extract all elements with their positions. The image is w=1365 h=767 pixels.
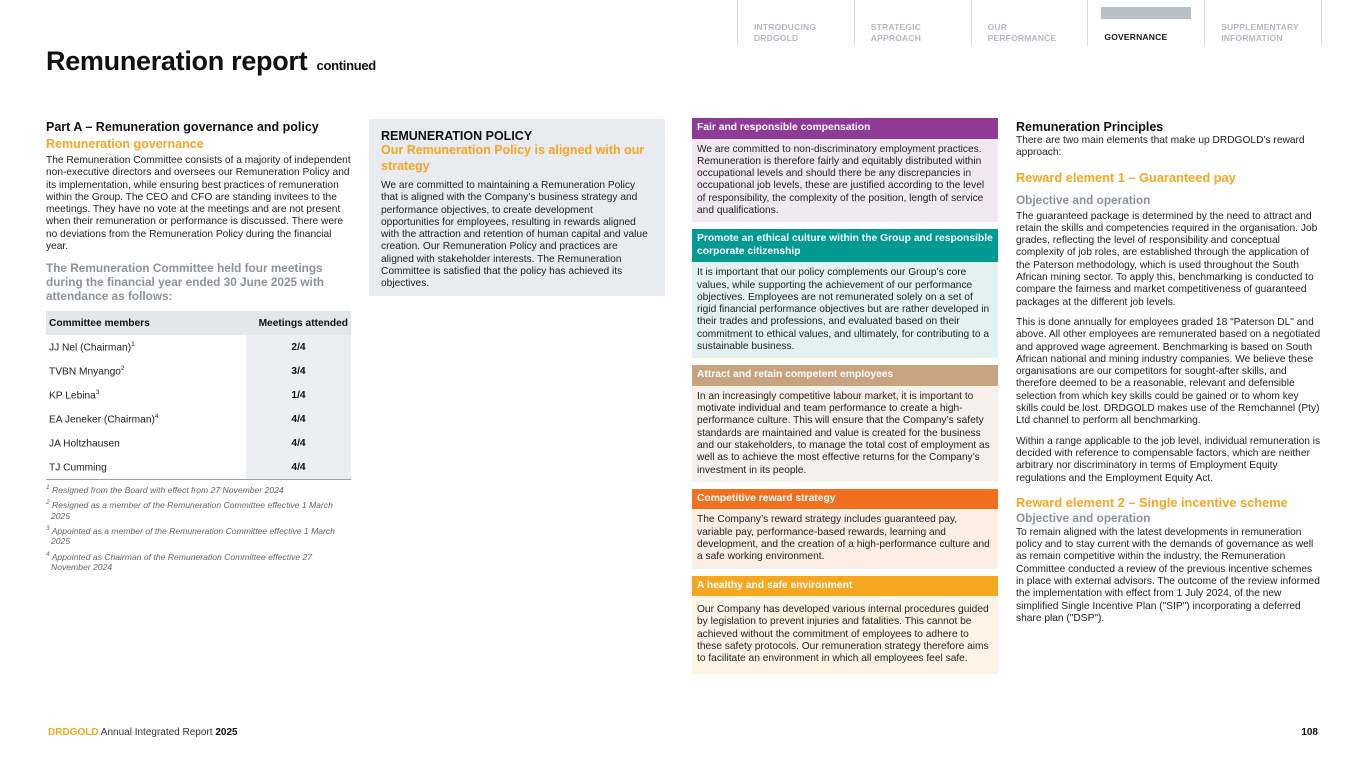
footnote-number: 1 [46, 483, 50, 491]
reward-element-1-heading: Reward element 1 – Guaranteed pay [1016, 169, 1236, 185]
policy-title: REMUNERATION POLICY [381, 129, 533, 143]
footnotes [46, 483, 351, 573]
member-name [46, 407, 246, 431]
reward-element-2-para-1: To remain aligned with the latest developments in remuneration policy and to stay current with the demands of governance as well as remain competitive within the industry, the Remuneration Committee conducted a review of the previous incentive schemes in place with external advisors. The outcome of the review informed the implementation with effect from 1 July 2024, of the new simplified Single Incentive Plan ("SIP") incorporating a deferred share plan ("DSP"). [1016, 526, 1320, 624]
footer-year: 2025 [215, 727, 238, 738]
nav-tab-supplementary[interactable]: SUPPLEMENTARY INFORMATION [1204, 0, 1322, 46]
card-body: We are committed to non-discriminatory employment practices. Remuneration is therefore fairly and equitably distributed within occupational levels and should there be any discrepancies in occupational job levels, these are justified according to the level of responsibility, the complexity of the position, length of service and qualifications. [692, 139, 998, 223]
meetings-attended: 1/4 [246, 383, 351, 407]
card-header: Fair and responsible compensation [692, 118, 998, 139]
table-header-row [46, 311, 351, 335]
policy-body: We are committed to maintaining a Remuneration Policy that is aligned with the Company’s business strategy and performance objectives, to create development opportunities for employees, resulting in rewards aligned with the attraction and retention of human capital and value creation. Our Remuneration Policy and practices are aligned with stakeholder interests. The Remuneration Committee is satisfied that the policy has achieved its objectives. [381, 180, 648, 290]
card-header: Attract and retain competent employees [692, 365, 998, 386]
member-name [46, 431, 246, 455]
footnote-number: 3 [46, 525, 50, 533]
footnote-ref: 1 [131, 341, 135, 349]
nav-tab-governance-label: GOVERNANCE [1104, 32, 1168, 42]
card-body: The Company’s reward strategy includes guaranteed pay, variable pay, performance-based rewards, learning and development, and the creation of a high-performance culture and a safe working environment. [692, 509, 998, 568]
governance-column [46, 120, 351, 573]
nav-tab-strategic-approach[interactable]: STRATEGIC APPROACH [854, 0, 971, 46]
reward-element-1-para-3: Within a range applicable to the job level, individual remuneration is decided with reference to compensable factors, which are neither arbitrary nor discriminatory in terms of Employment Equity regulations and the Employment Equity Act. [1016, 435, 1321, 484]
table-row [46, 359, 351, 383]
card-header: A healthy and safe environment [692, 576, 998, 597]
member-name [46, 335, 246, 359]
reward-element-1-para-1: The guaranteed package is determined by the need to attract and retain the skills and competencies required in the organisation. Job grades, reflecting the level of responsibility and conceptual complexity of job roles, are established through the application of the Paterson methodology, which is used throughout the South African mining sector. To apply this, benchmarking is conducted to compare the fairness and market competitiveness of guaranteed packages at the different job levels. [1016, 210, 1318, 308]
card-attract-retain [692, 365, 998, 482]
card-healthy-safe [692, 576, 998, 674]
meetings-attended: 2/4 [246, 335, 351, 359]
footnote [46, 483, 351, 495]
member-name-text: KP Lebina [49, 390, 96, 402]
principles-intro: There are two main elements that make up DRDGOLD’s reward approach: [1016, 135, 1305, 159]
nav-tab-introducing[interactable]: INTRODUCING DRDGOLD [737, 0, 854, 46]
table-row [46, 335, 351, 359]
card-fair-compensation [692, 118, 998, 222]
policy-subtitle: Our Remuneration Policy is aligned with our strategy [381, 143, 645, 173]
page-number: 108 [1301, 727, 1318, 738]
member-name-text: EA Jeneker (Chairman) [49, 414, 155, 426]
member-name [46, 383, 246, 407]
footer-brand: DRDGOLD [48, 727, 99, 738]
footnote-ref: 2 [120, 365, 125, 373]
reward-element-2-objective: Objective and operation [1016, 510, 1151, 525]
meetings-attended: 4/4 [246, 407, 351, 431]
policy-principles-column [692, 118, 998, 681]
member-name-text: TJ Cumming [49, 462, 107, 474]
footnote-number: 2 [46, 499, 50, 507]
footnote [46, 498, 351, 521]
reward-element-2-heading: Reward element 2 – Single incentive scheme [1016, 494, 1288, 510]
card-competitive-reward [692, 489, 998, 569]
footnote-text: Resigned from the Board with effect from 27 November 2024 [52, 484, 284, 495]
nav-tab-our-performance[interactable]: OUR PERFORMANCE [971, 0, 1088, 46]
nav-tab-governance[interactable] [1087, 0, 1204, 46]
col-header-meetings: Meetings attended [246, 311, 351, 335]
governance-subheading: Remuneration governance [46, 137, 204, 151]
card-header: Promote an ethical culture within the Group and responsible corporate citizenship [692, 229, 998, 262]
member-name-text: JA Holtzhausen [49, 438, 120, 450]
attendance-table [46, 311, 351, 480]
reward-element-1-objective: Objective and operation [1016, 192, 1151, 207]
footnote-number: 4 [46, 550, 50, 558]
remuneration-policy-box [369, 119, 665, 296]
footnote-ref: 4 [154, 413, 159, 421]
table-row [46, 431, 351, 455]
card-body: It is important that our policy complements our Group’s core values, while supporting the achievement of our performance objectives. Employees are not remunerated solely on a set of rigid financial performance objectives but are rather developed in their trades and professions, and evaluated based on their commitment to ethical values, and ultimately, for contributing to a sustainable business. [692, 262, 998, 358]
meetings-attended: 4/4 [246, 431, 351, 455]
meetings-attended: 3/4 [246, 359, 351, 383]
card-ethical-culture [692, 229, 998, 358]
footnote-ref: 3 [95, 389, 100, 397]
meetings-attended: 4/4 [246, 455, 351, 479]
governance-paragraph: The Remuneration Committee consists of a majority of independent non-executive directors and oversees our Remuneration Policy and its implementation, while ensuring best practices of remuneration within the Group. The CEO and CFO are standing invitees to the meetings. They have no vote at the meetings and are not present when their remuneration or performance is discussed. There were no deviations from the Remuneration Policy during the financial year. [46, 155, 351, 253]
member-name [46, 455, 246, 479]
page-title [46, 46, 376, 77]
meetings-heading: The Remuneration Committee held four meetings during the financial year ended 30 June 2025 with attendance as follows: [46, 261, 324, 304]
col-header-members: Committee members [46, 311, 246, 335]
card-body: In an increasingly competitive labour market, it is important to motivate individual and team performance to create a high-performance culture. This will ensure that the Company’s safety standards are maintained and value is created for the business and our stakeholders, to manage the total cost of employment as well as to achieve the most effective returns for the Company’s investment in its people. [692, 386, 998, 482]
footer-report-name [48, 727, 238, 738]
footnote [46, 550, 351, 573]
table-row [46, 407, 351, 431]
footnote-text: Appointed as Chairman of the Remuneration Committee effective 27 November 2024 [51, 551, 313, 573]
section-nav [737, 0, 1322, 46]
table-row [46, 455, 351, 479]
remuneration-principles-column [1016, 120, 1322, 625]
member-name-text: TVBN Mnyango [49, 366, 121, 378]
member-name [46, 359, 246, 383]
member-name-text: JJ Nel (Chairman) [49, 342, 132, 354]
card-body: Our Company has developed various internal procedures guided by legislation to prevent injuries and fatalities. This cannot be achieved without the commitment of employees to adhere to these safety protocols. Our remuneration strategy therefore aims to facilitate an environment in which all employees feel safe. [692, 596, 998, 673]
page-title-suffix: continued [316, 58, 376, 73]
footnote-text: Resigned as a member of the Remuneration Committee effective 1 March 2025 [51, 500, 333, 521]
footnote [46, 524, 351, 547]
part-a-heading: Part A – Remuneration governance and policy [46, 120, 319, 134]
active-tab-indicator [1101, 7, 1191, 19]
table-row [46, 383, 351, 407]
reward-element-1-para-2: This is done annually for employees graded 18 "Paterson DL" and above. All other employees are remunerated based on a negotiated and approved wage agreement. Benchmarking is based on South African national and mining industry companies. We believe these organisations are our competitors for sought-after skills, and therefore deemed to be a reasonable, relevant and defensible selection from which key skills could be gained or to whom key skills could be lost. DRDGOLD makes use of the Remchannel (Pty) Ltd channel to perform all benchmarking. [1016, 316, 1321, 427]
card-header: Competitive reward strategy [692, 489, 998, 510]
page-title-text: Remuneration report [46, 46, 308, 76]
footer-report-title: Annual Integrated Report [100, 727, 213, 738]
principles-heading: Remuneration Principles [1016, 120, 1164, 134]
footnote-text: Appointed as a member of the Remuneration Committee effective 1 March 2025 [51, 525, 335, 547]
